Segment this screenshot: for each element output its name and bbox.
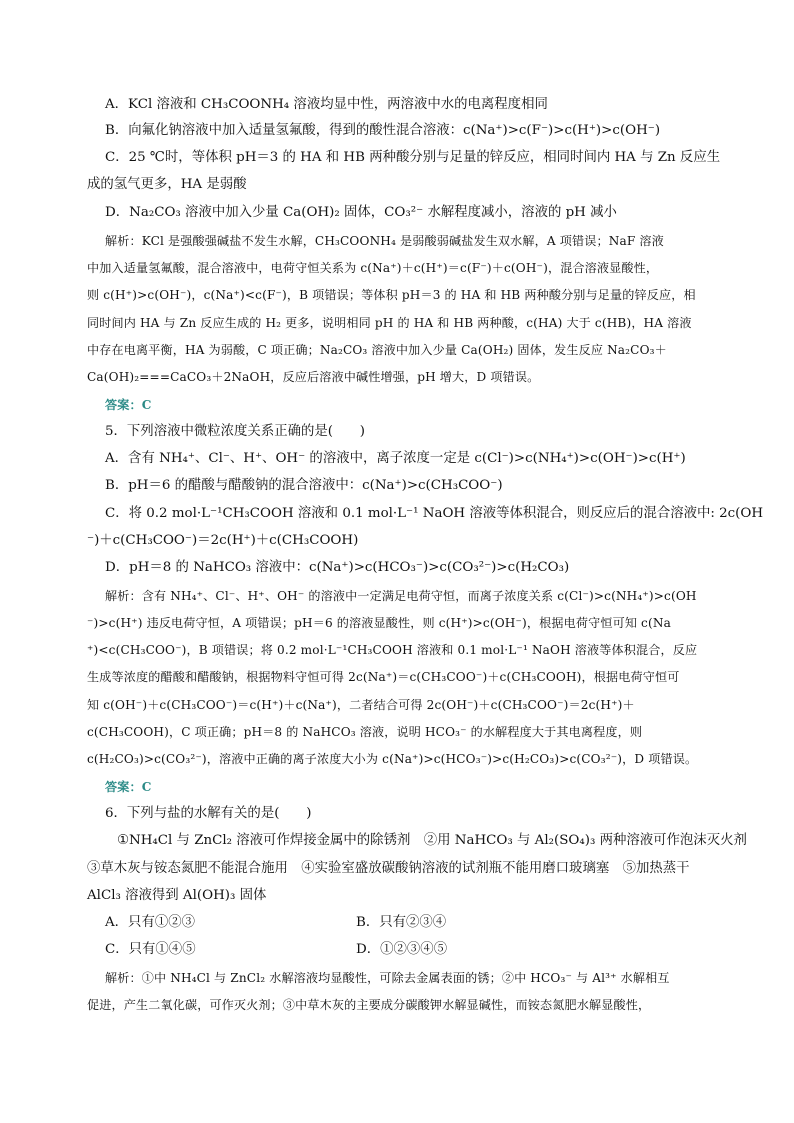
q4-explanation-line: 同时间内 HA 与 Zn 反应生成的 H₂ 更多，说明相同 pH 的 HA 和 HB 两种酸，c(HA) 大于 c(HB)，HA 溶液: [87, 316, 692, 330]
q5-explanation-line: c(H₂CO₃)>c(CO₃²⁻)，溶液中正确的离子浓度大小为 c(Na⁺)>c(HCO₃⁻)>c(H₂CO₃)>c(CO₃²⁻)，D 项错误。: [87, 752, 698, 766]
q6-option-d: D．①②③④⑤: [356, 942, 448, 957]
q4-option-b: B．向氟化钠溶液中加入适量氢氟酸，得到的酸性混合溶液：c(Na⁺)>c(F⁻)>c(H⁺)>c(OH⁻): [105, 123, 661, 138]
q6-option-a: A．只有①②③: [105, 915, 196, 930]
q4-answer: 答案：C: [105, 398, 152, 412]
q5-explanation-line: ⁺)<c(CH₃COO⁻)，B 项错误；将 0.2 mol·L⁻¹CH₃COOH 溶液和 0.1 mol·L⁻¹ NaOH 溶液等体积混合，反应: [87, 643, 698, 657]
q5-option-c-line1: C．将 0.2 mol·L⁻¹CH₃COOH 溶液和 0.1 mol·L⁻¹ NaOH 溶液等体积混合，则反应后的混合溶液中: 2c(OH: [105, 506, 764, 521]
q4-option-a: A．KCl 溶液和 CH₃COONH₄ 溶液均显中性，两溶液中水的电离程度相同: [105, 97, 548, 112]
q5-stem: 5．下列溶液中微粒浓度关系正确的是( ): [105, 424, 365, 439]
q6-explanation-line: 解析：①中 NH₄Cl 与 ZnCl₂ 水解溶液均显酸性，可除去金属表面的锈；②中 HCO₃⁻ 与 Al³⁺ 水解相互: [105, 971, 670, 985]
q5-explanation-line: 生成等浓度的醋酸和醋酸钠，根据物料守恒可得 2c(Na⁺)＝c(CH₃COO⁻)＋c(CH₃COOH)，根据电荷守恒可: [87, 670, 680, 684]
q6-item-line: AlCl₃ 溶液得到 Al(OH)₃ 固体: [87, 888, 267, 903]
q5-explanation-line: c(CH₃COOH)，C 项正确；pH＝8 的 NaHCO₃ 溶液，说明 HCO₃⁻ 的水解程度大于其电离程度，则: [87, 725, 643, 739]
q6-explanation-line: 促进，产生二氧化碳，可作灭火剂；③中草木灰的主要成分碳酸钾水解显碱性，而铵态氮肥水解显酸性，: [87, 998, 651, 1012]
q5-answer: 答案：C: [105, 780, 152, 794]
q6-stem: 6．下列与盐的水解有关的是( ): [105, 806, 312, 821]
q6-option-b: B．只有②③④: [356, 915, 447, 930]
q6-item-line: ①NH₄Cl 与 ZnCl₂ 溶液可作焊接金属中的除锈剂 ②用 NaHCO₃ 与 Al₂(SO₄)₃ 两种溶液可作泡沫灭火剂: [117, 833, 747, 848]
q5-explanation-line: 解析：含有 NH₄⁺、Cl⁻、H⁺、OH⁻ 的溶液中一定满足电荷守恒，而离子浓度关系 c(Cl⁻)>c(NH₄⁺)>c(OH: [105, 589, 697, 603]
q4-explanation-line: 中加入适量氢氟酸，混合溶液中，电荷守恒关系为 c(Na⁺)＋c(H⁺)＝c(F⁻)＋c(OH⁻)，混合溶液显酸性，: [87, 261, 659, 275]
q5-option-a: A．含有 NH₄⁺、Cl⁻、H⁺、OH⁻ 的溶液中，离子浓度一定是 c(Cl⁻)>c(NH₄⁺)>c(OH⁻)>c(H⁺): [105, 451, 686, 466]
q4-explanation-line: 解析：KCl 是强酸强碱盐不发生水解，CH₃COONH₄ 是弱酸弱碱盐发生双水解，A 项错误；NaF 溶液: [105, 234, 664, 248]
q5-explanation-line: 知 c(OH⁻)＋c(CH₃COO⁻)＝c(H⁺)＋c(Na⁺)，二者结合可得 2c(OH⁻)＋c(CH₃COO⁻)＝2c(H⁺)＋: [87, 698, 635, 712]
q6-item-line: ③草木灰与铵态氮肥不能混合施用 ④实验室盛放碳酸钠溶液的试剂瓶不能用磨口玻璃塞 ⑤加热蒸干: [87, 861, 690, 876]
q4-explanation-line: Ca(OH)₂===CaCO₃＋2NaOH，反应后溶液中碱性增强，pH 增大，D 项错误。: [87, 370, 540, 384]
q5-option-b: B．pH＝6 的醋酸与醋酸钠的混合溶液中：c(Na⁺)>c(CH₃COO⁻): [105, 478, 503, 493]
q6-option-c: C．只有①④⑤: [105, 942, 196, 957]
q4-option-d: D．Na₂CO₃ 溶液中加入少量 Ca(OH)₂ 固体，CO₃²⁻ 水解程度减小，溶液的 pH 减小: [105, 205, 617, 220]
q5-option-d: D．pH＝8 的 NaHCO₃ 溶液中：c(Na⁺)>c(HCO₃⁻)>c(CO₃²⁻)>c(H₂CO₃): [105, 560, 570, 575]
q4-option-c-line2: 成的氢气更多，HA 是弱酸: [87, 177, 247, 192]
q4-explanation-line: 中存在电离平衡，HA 为弱酸，C 项正确；Na₂CO₃ 溶液中加入少量 Ca(OH₂) 固体，发生反应 Na₂CO₃＋: [87, 343, 667, 357]
q5-option-c-line2: ⁻)＋c(CH₃COO⁻)＝2c(H⁺)＋c(CH₃COOH): [87, 533, 359, 548]
q5-explanation-line: ⁻)>c(H⁺) 违反电荷守恒，A 项错误；pH＝6 的溶液显酸性，则 c(H⁺)>c(OH⁻)，根据电荷守恒可知 c(Na: [87, 616, 671, 630]
q4-explanation-line: 则 c(H⁺)>c(OH⁻)，c(Na⁺)<c(F⁻)，B 项错误；等体积 pH＝3 的 HA 和 HB 两种酸分别与足量的锌反应，相: [87, 288, 696, 302]
q4-option-c-line1: C．25 ℃时，等体积 pH＝3 的 HA 和 HB 两种酸分别与足量的锌反应，相同时间内 HA 与 Zn 反应生: [105, 150, 721, 165]
